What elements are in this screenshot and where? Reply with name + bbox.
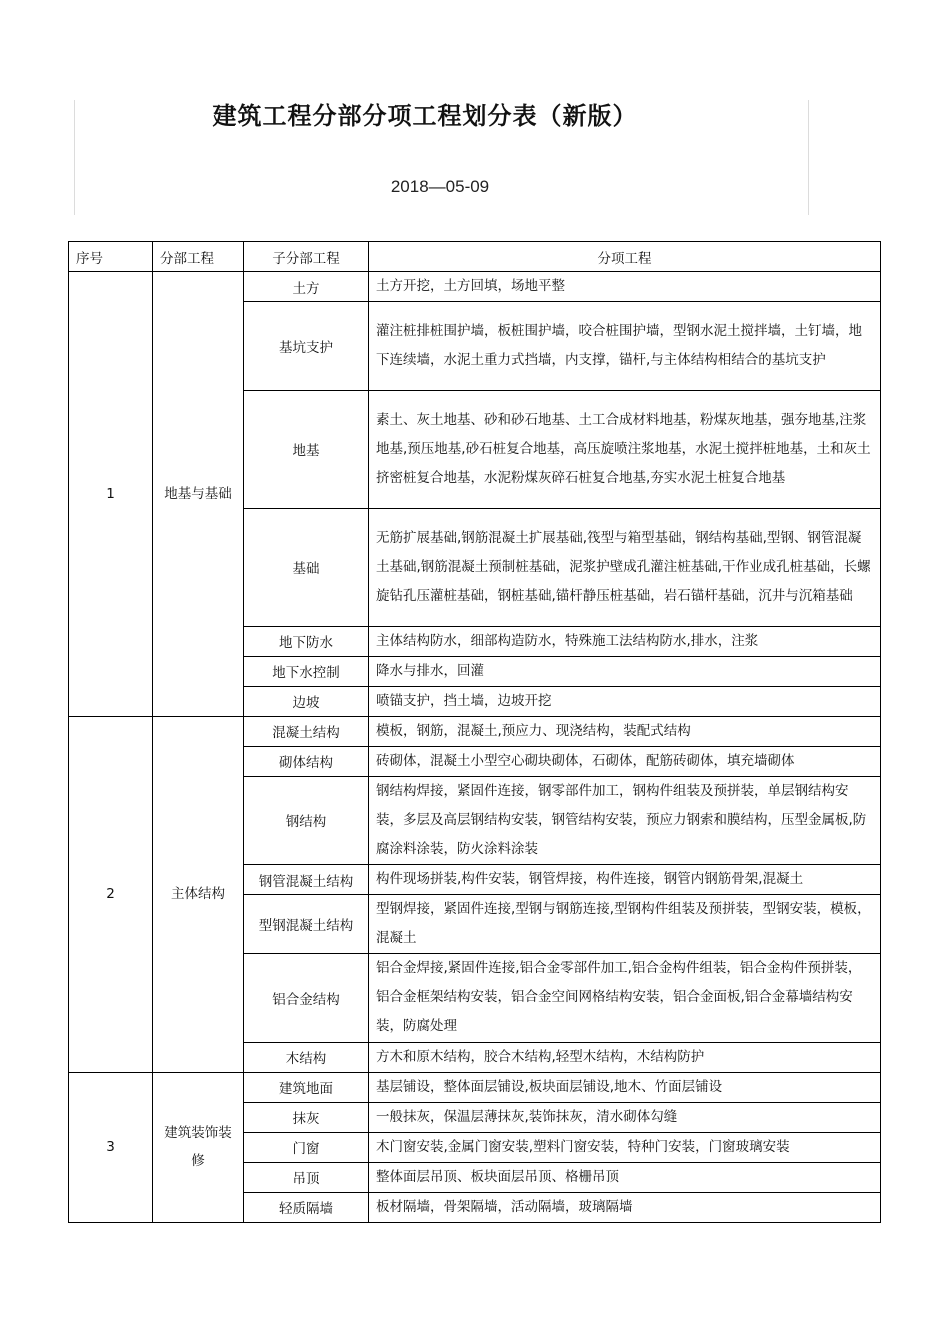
subdivision-cell: 轻质隔墙: [244, 1192, 369, 1222]
subdivision-cell: 边坡: [244, 686, 369, 716]
subdivision-cell: 地基: [244, 390, 369, 508]
subdivision-cell: 木结构: [244, 1042, 369, 1072]
items-cell: 灌注桩排桩围护墙，板桩围护墙，咬合桩围护墙，型钢水泥土搅拌墙，土钉墙，地下连续墙，水泥土重力式挡墙，内支撑，锚杆,与主体结构相结合的基坑支护: [369, 302, 881, 391]
items-cell: 砖砌体，混凝土小型空心砌块砌体，石砌体，配筋砖砌体，填充墙砌体: [369, 746, 881, 776]
items-cell: 降水与排水，回灌: [369, 656, 881, 686]
document-date: 2018—05-09: [390, 177, 490, 196]
items-cell: 一般抹灰，保温层薄抹灰,装饰抹灰，清水砌体勾缝: [369, 1102, 881, 1132]
division-cell: 建筑装饰装修: [153, 1072, 244, 1222]
subdivision-cell: 地下水控制: [244, 656, 369, 686]
subdivision-cell: 门窗: [244, 1132, 369, 1162]
items-cell: 板材隔墙，骨架隔墙，活动隔墙，玻璃隔墙: [369, 1192, 881, 1222]
items-cell: 型钢焊接，紧固件连接,型钢与钢筋连接,型钢构件组装及预拼装，型钢安装，模板，混凝土: [369, 895, 881, 954]
subdivision-cell: 建筑地面: [244, 1072, 369, 1102]
subdivision-cell: 铝合金结构: [244, 954, 369, 1043]
division-cell: 地基与基础: [153, 272, 244, 717]
items-cell: 无筋扩展基础,钢筋混凝土扩展基础,筏型与箱型基础，钢结构基础,型钢、钢管混凝土基础,钢筋混凝土预制桩基础，泥浆护壁成孔灌注桩基础,干作业成孔桩基础，长螺旋钻孔压灌桩基础，钢桩基础,锚杆静压桩基础，岩石锚杆基础，沉井与沉箱基础: [369, 508, 881, 626]
subdivision-cell: 型钢混凝土结构: [244, 895, 369, 954]
subdivision-cell: 吊顶: [244, 1162, 369, 1192]
table-row: [69, 272, 881, 302]
header-seq: 序号: [69, 242, 153, 272]
header-division: 分部工程: [153, 242, 244, 272]
subdivision-cell: 钢结构: [244, 776, 369, 865]
items-cell: 方木和原木结构，胶合木结构,轻型木结构，木结构防护: [369, 1042, 881, 1072]
subdivision-cell: 地下防水: [244, 626, 369, 656]
table-header-row: [69, 242, 881, 272]
items-cell: 钢结构焊接，紧固件连接，钢零部件加工，钢构件组装及预拼装，单层钢结构安装，多层及高层钢结构安装，钢管结构安装，预应力钢索和膜结构，压型金属板,防腐涂料涂装，防火涂料涂装: [369, 776, 881, 865]
seq-cell: 3: [69, 1072, 153, 1222]
division-table: [68, 241, 881, 1223]
items-cell: 基层铺设，整体面层铺设,板块面层铺设,地木、竹面层铺设: [369, 1072, 881, 1102]
items-cell: 素土、灰土地基、砂和砂石地基、土工合成材料地基，粉煤灰地基，强夯地基,注浆地基,预压地基,砂石桩复合地基，高压旋喷注浆地基，水泥土搅拌桩地基，土和灰土挤密桩复合地基，水泥粉煤灰碎石桩复合地基,夯实水泥土桩复合地基: [369, 390, 881, 508]
header-items: 分项工程: [369, 242, 881, 272]
seq-cell: 2: [69, 716, 153, 1072]
subdivision-cell: 基础: [244, 508, 369, 626]
document-title: 建筑工程分部分项工程划分表（新版）: [212, 102, 638, 130]
subdivision-cell: 土方: [244, 272, 369, 302]
subdivision-cell: 砌体结构: [244, 746, 369, 776]
table-row: [69, 716, 881, 746]
seq-cell: 1: [69, 272, 153, 717]
items-cell: 构件现场拼装,构件安装，钢管焊接，构件连接，钢管内钢筋骨架,混凝土: [369, 865, 881, 895]
subdivision-cell: 混凝土结构: [244, 716, 369, 746]
items-cell: 模板，钢筋，混凝土,预应力、现浇结构，装配式结构: [369, 716, 881, 746]
subdivision-cell: 钢管混凝土结构: [244, 865, 369, 895]
subdivision-cell: 抹灰: [244, 1102, 369, 1132]
items-cell: 整体面层吊顶、板块面层吊顶、格栅吊顶: [369, 1162, 881, 1192]
items-cell: 土方开挖，土方回填，场地平整: [369, 272, 881, 302]
items-cell: 喷锚支护，挡土墙，边坡开挖: [369, 686, 881, 716]
items-cell: 木门窗安装,金属门窗安装,塑料门窗安装，特种门安装，门窗玻璃安装: [369, 1132, 881, 1162]
items-cell: 铝合金焊接,紧固件连接,铝合金零部件加工,铝合金构件组装，铝合金构件预拼装，铝合金框架结构安装，铝合金空间网格结构安装，铝合金面板,铝合金幕墙结构安装，防腐处理: [369, 954, 881, 1043]
header-subdivision: 子分部工程: [244, 242, 369, 272]
subdivision-cell: 基坑支护: [244, 302, 369, 391]
division-cell: 主体结构: [153, 716, 244, 1072]
items-cell: 主体结构防水，细部构造防水，特殊施工法结构防水,排水，注浆: [369, 626, 881, 656]
table-row: [69, 1072, 881, 1102]
table-body: [69, 272, 881, 1223]
